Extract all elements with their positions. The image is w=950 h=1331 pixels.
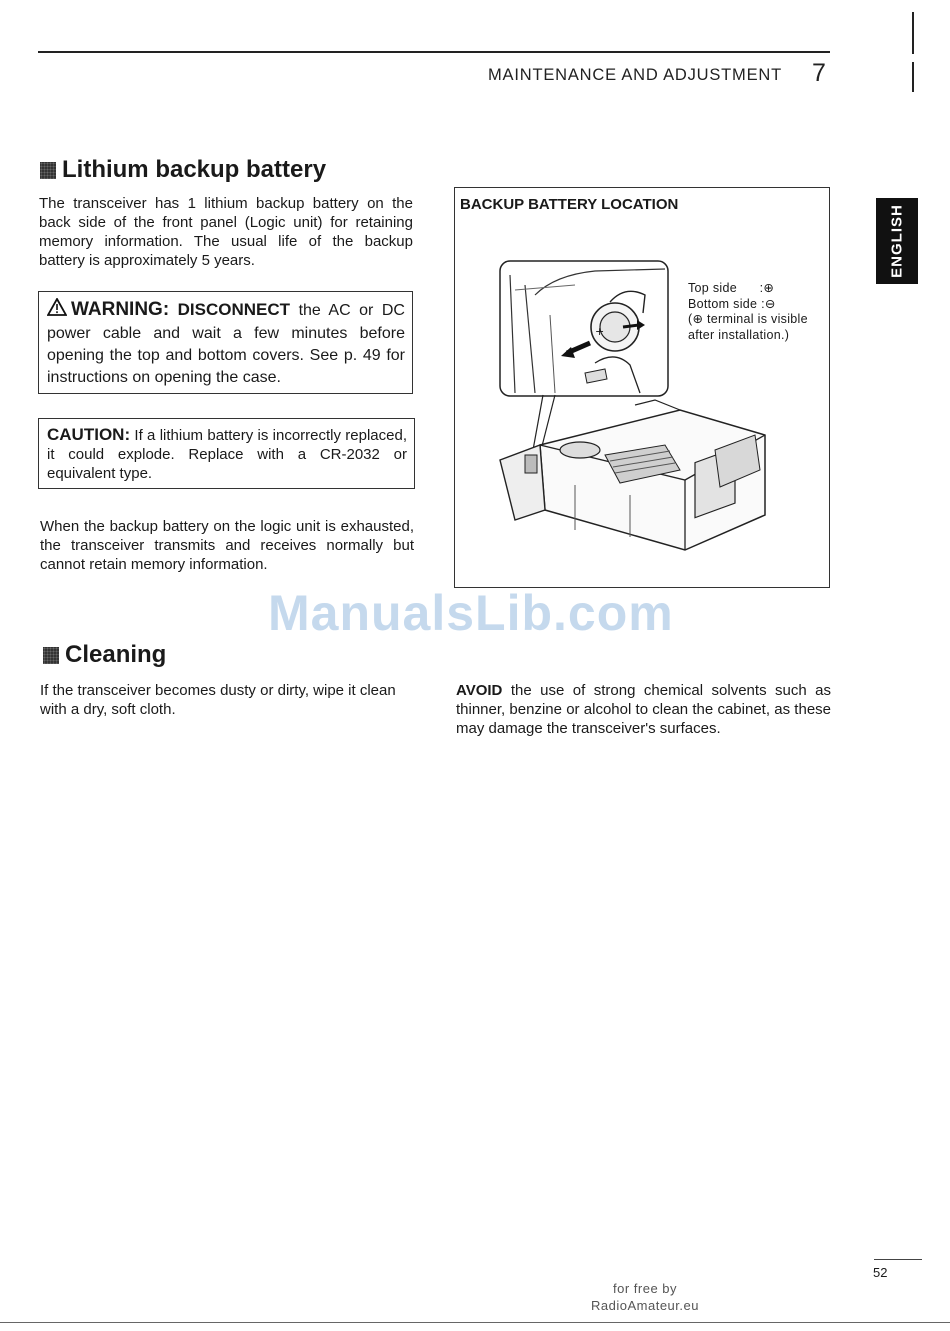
- caution-content: [47, 425, 407, 483]
- cleaning-paragraph: If the transceiver becomes dusty or dirty, wipe it clean with a dry, soft cloth.: [40, 682, 396, 718]
- svg-text:+: +: [595, 325, 605, 338]
- exhausted-paragraph: When the backup battery on the logic unit is exhausted, the transceiver transmits and receives normally but cannot retain memory information.: [40, 518, 414, 573]
- avoid-paragraph: [456, 681, 831, 738]
- lithium-intro-paragraph: The transceiver has 1 lithium backup battery on the back side of the front panel (Logic unit) for retaining memory information. The usual life of the backup battery is approximately 5 years.: [39, 195, 413, 269]
- warning-text: the AC or DC power cable and wait a few minutes before opening the top and bottom covers. See p. 49 for instructions on opening the case.: [47, 302, 405, 386]
- section-title-lithium: [40, 156, 326, 184]
- figure-title: BACKUP BATTERY LOCATION: [460, 196, 679, 213]
- avoid-text: the use of strong chemical solvents such as thinner, benzine or alcohol to clean the cabinet, as these may damage the transceiver's surfaces.: [456, 682, 831, 737]
- header-rule: [38, 51, 830, 53]
- warning-content: [47, 298, 405, 389]
- warning-label: WARNING:: [71, 299, 170, 320]
- footer-credit: [560, 1280, 730, 1314]
- warning-strong: DISCONNECT: [177, 300, 291, 319]
- language-tab: [876, 198, 918, 284]
- watermark: ManualsLib.com: [268, 585, 674, 641]
- section-bullet-icon: [40, 162, 56, 179]
- figure-notes: [688, 281, 808, 343]
- running-header: MAINTENANCE AND ADJUSTMENT: [488, 66, 782, 84]
- figure-note-terminal: (⊕ terminal is visible: [688, 312, 808, 326]
- footer-rule: [0, 1322, 950, 1323]
- section-title-cleaning: [43, 641, 166, 669]
- page-number: 52: [873, 1265, 888, 1280]
- caution-label: CAUTION:: [47, 425, 131, 444]
- figure-note-top: Top side :⊕: [688, 281, 775, 295]
- section-bullet-icon: [43, 647, 59, 664]
- footer-credit-line2: RadioAmateur.eu: [591, 1298, 699, 1313]
- footer-credit-line1: for free by: [612, 1281, 678, 1296]
- figure-note-bottom: Bottom side :⊖: [688, 296, 776, 311]
- caution-box: [38, 418, 415, 489]
- caution-text: If a lithium battery is incorrectly replaced, it could explode. Replace with a CR-2032 or equivalent type.: [47, 427, 407, 482]
- warning-box: [38, 291, 413, 394]
- warning-triangle-icon: [47, 298, 67, 323]
- margin-bar-top: [912, 12, 914, 54]
- chapter-number: 7: [812, 59, 826, 87]
- avoid-label: AVOID: [456, 682, 503, 699]
- page-number-rule: [874, 1259, 922, 1260]
- section-title-cleaning-text: Cleaning: [65, 641, 167, 668]
- margin-bar-bottom: [912, 62, 914, 92]
- figure-note-install: after installation.): [688, 327, 790, 342]
- section-title-lithium-text: Lithium backup battery: [62, 156, 327, 183]
- language-tab-label: ENGLISH: [888, 204, 906, 278]
